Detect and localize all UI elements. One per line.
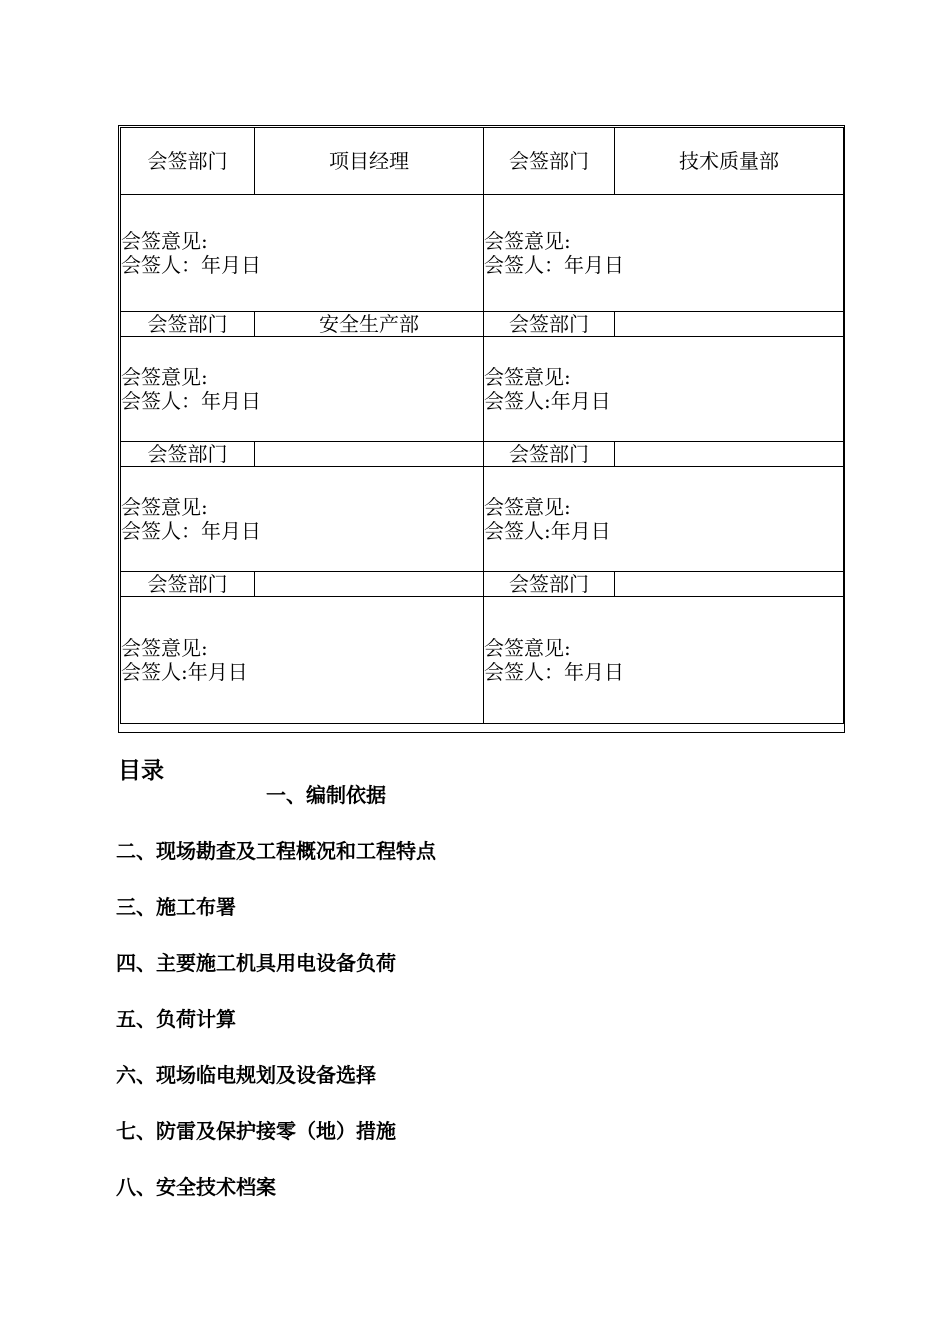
dept-name-cell[interactable] — [615, 442, 844, 467]
toc-item[interactable]: 三、施工布署 — [116, 895, 236, 919]
opinion-label: 会签意见: — [121, 229, 208, 253]
opinion-label: 会签意见: — [484, 229, 571, 253]
dept-name-cell[interactable]: 技术质量部 — [615, 128, 844, 195]
signoff-opinion-row — [121, 337, 844, 442]
signer-label: 会签人:年月日 — [484, 389, 611, 413]
toc-title: 目录 — [118, 758, 164, 784]
opinion-cell[interactable] — [484, 195, 844, 312]
opinion-cell[interactable] — [121, 337, 484, 442]
opinion-label: 会签意见: — [484, 636, 571, 660]
opinion-label: 会签意见: — [484, 495, 571, 519]
opinion-cell[interactable] — [121, 467, 484, 572]
toc-item[interactable]: 四、主要施工机具用电设备负荷 — [116, 951, 396, 975]
toc-item[interactable]: 七、防雷及保护接零（地）措施 — [116, 1119, 396, 1143]
signoff-table — [120, 127, 844, 724]
signer-label: 会签人:年月日 — [484, 519, 611, 543]
signer-label: 会签人：年月日 — [121, 253, 261, 277]
opinion-label: 会签意见: — [121, 365, 208, 389]
toc-item[interactable]: 五、负荷计算 — [116, 1007, 236, 1031]
dept-label-cell: 会签部门 — [484, 312, 615, 337]
signer-label: 会签人：年月日 — [121, 389, 261, 413]
toc-item[interactable]: 二、现场勘查及工程概况和工程特点 — [116, 839, 436, 863]
toc-item[interactable]: 六、现场临电规划及设备选择 — [116, 1063, 376, 1087]
signoff-header-row — [121, 442, 844, 467]
signer-label: 会签人：年月日 — [484, 660, 624, 684]
opinion-cell[interactable] — [484, 337, 844, 442]
dept-name-cell[interactable]: 安全生产部 — [255, 312, 484, 337]
opinion-cell[interactable] — [121, 597, 484, 724]
dept-name-cell[interactable] — [615, 312, 844, 337]
opinion-cell[interactable] — [484, 597, 844, 724]
dept-label-cell: 会签部门 — [121, 442, 255, 467]
dept-label-cell: 会签部门 — [121, 572, 255, 597]
dept-label-cell: 会签部门 — [484, 442, 615, 467]
opinion-label: 会签意见: — [121, 495, 208, 519]
dept-name-cell[interactable] — [615, 572, 844, 597]
dept-label-cell: 会签部门 — [484, 572, 615, 597]
opinion-label: 会签意见: — [484, 365, 571, 389]
opinion-label: 会签意见: — [121, 636, 208, 660]
opinion-cell[interactable] — [484, 467, 844, 572]
signoff-opinion-row — [121, 195, 844, 312]
dept-label-cell: 会签部门 — [121, 128, 255, 195]
dept-label-cell: 会签部门 — [121, 312, 255, 337]
signoff-header-row — [121, 128, 844, 195]
toc-item[interactable]: 八、安全技术档案 — [116, 1175, 276, 1199]
opinion-cell[interactable] — [121, 195, 484, 312]
signer-label: 会签人:年月日 — [121, 660, 248, 684]
signoff-header-row — [121, 572, 844, 597]
toc-item[interactable]: 一、编制依据 — [266, 783, 386, 807]
signer-label: 会签人：年月日 — [484, 253, 624, 277]
signoff-opinion-row — [121, 467, 844, 572]
signoff-opinion-row — [121, 597, 844, 724]
dept-name-cell[interactable]: 项目经理 — [255, 128, 484, 195]
dept-name-cell[interactable] — [255, 572, 484, 597]
dept-name-cell[interactable] — [255, 442, 484, 467]
signoff-header-row — [121, 312, 844, 337]
dept-label-cell: 会签部门 — [484, 128, 615, 195]
signer-label: 会签人：年月日 — [121, 519, 261, 543]
